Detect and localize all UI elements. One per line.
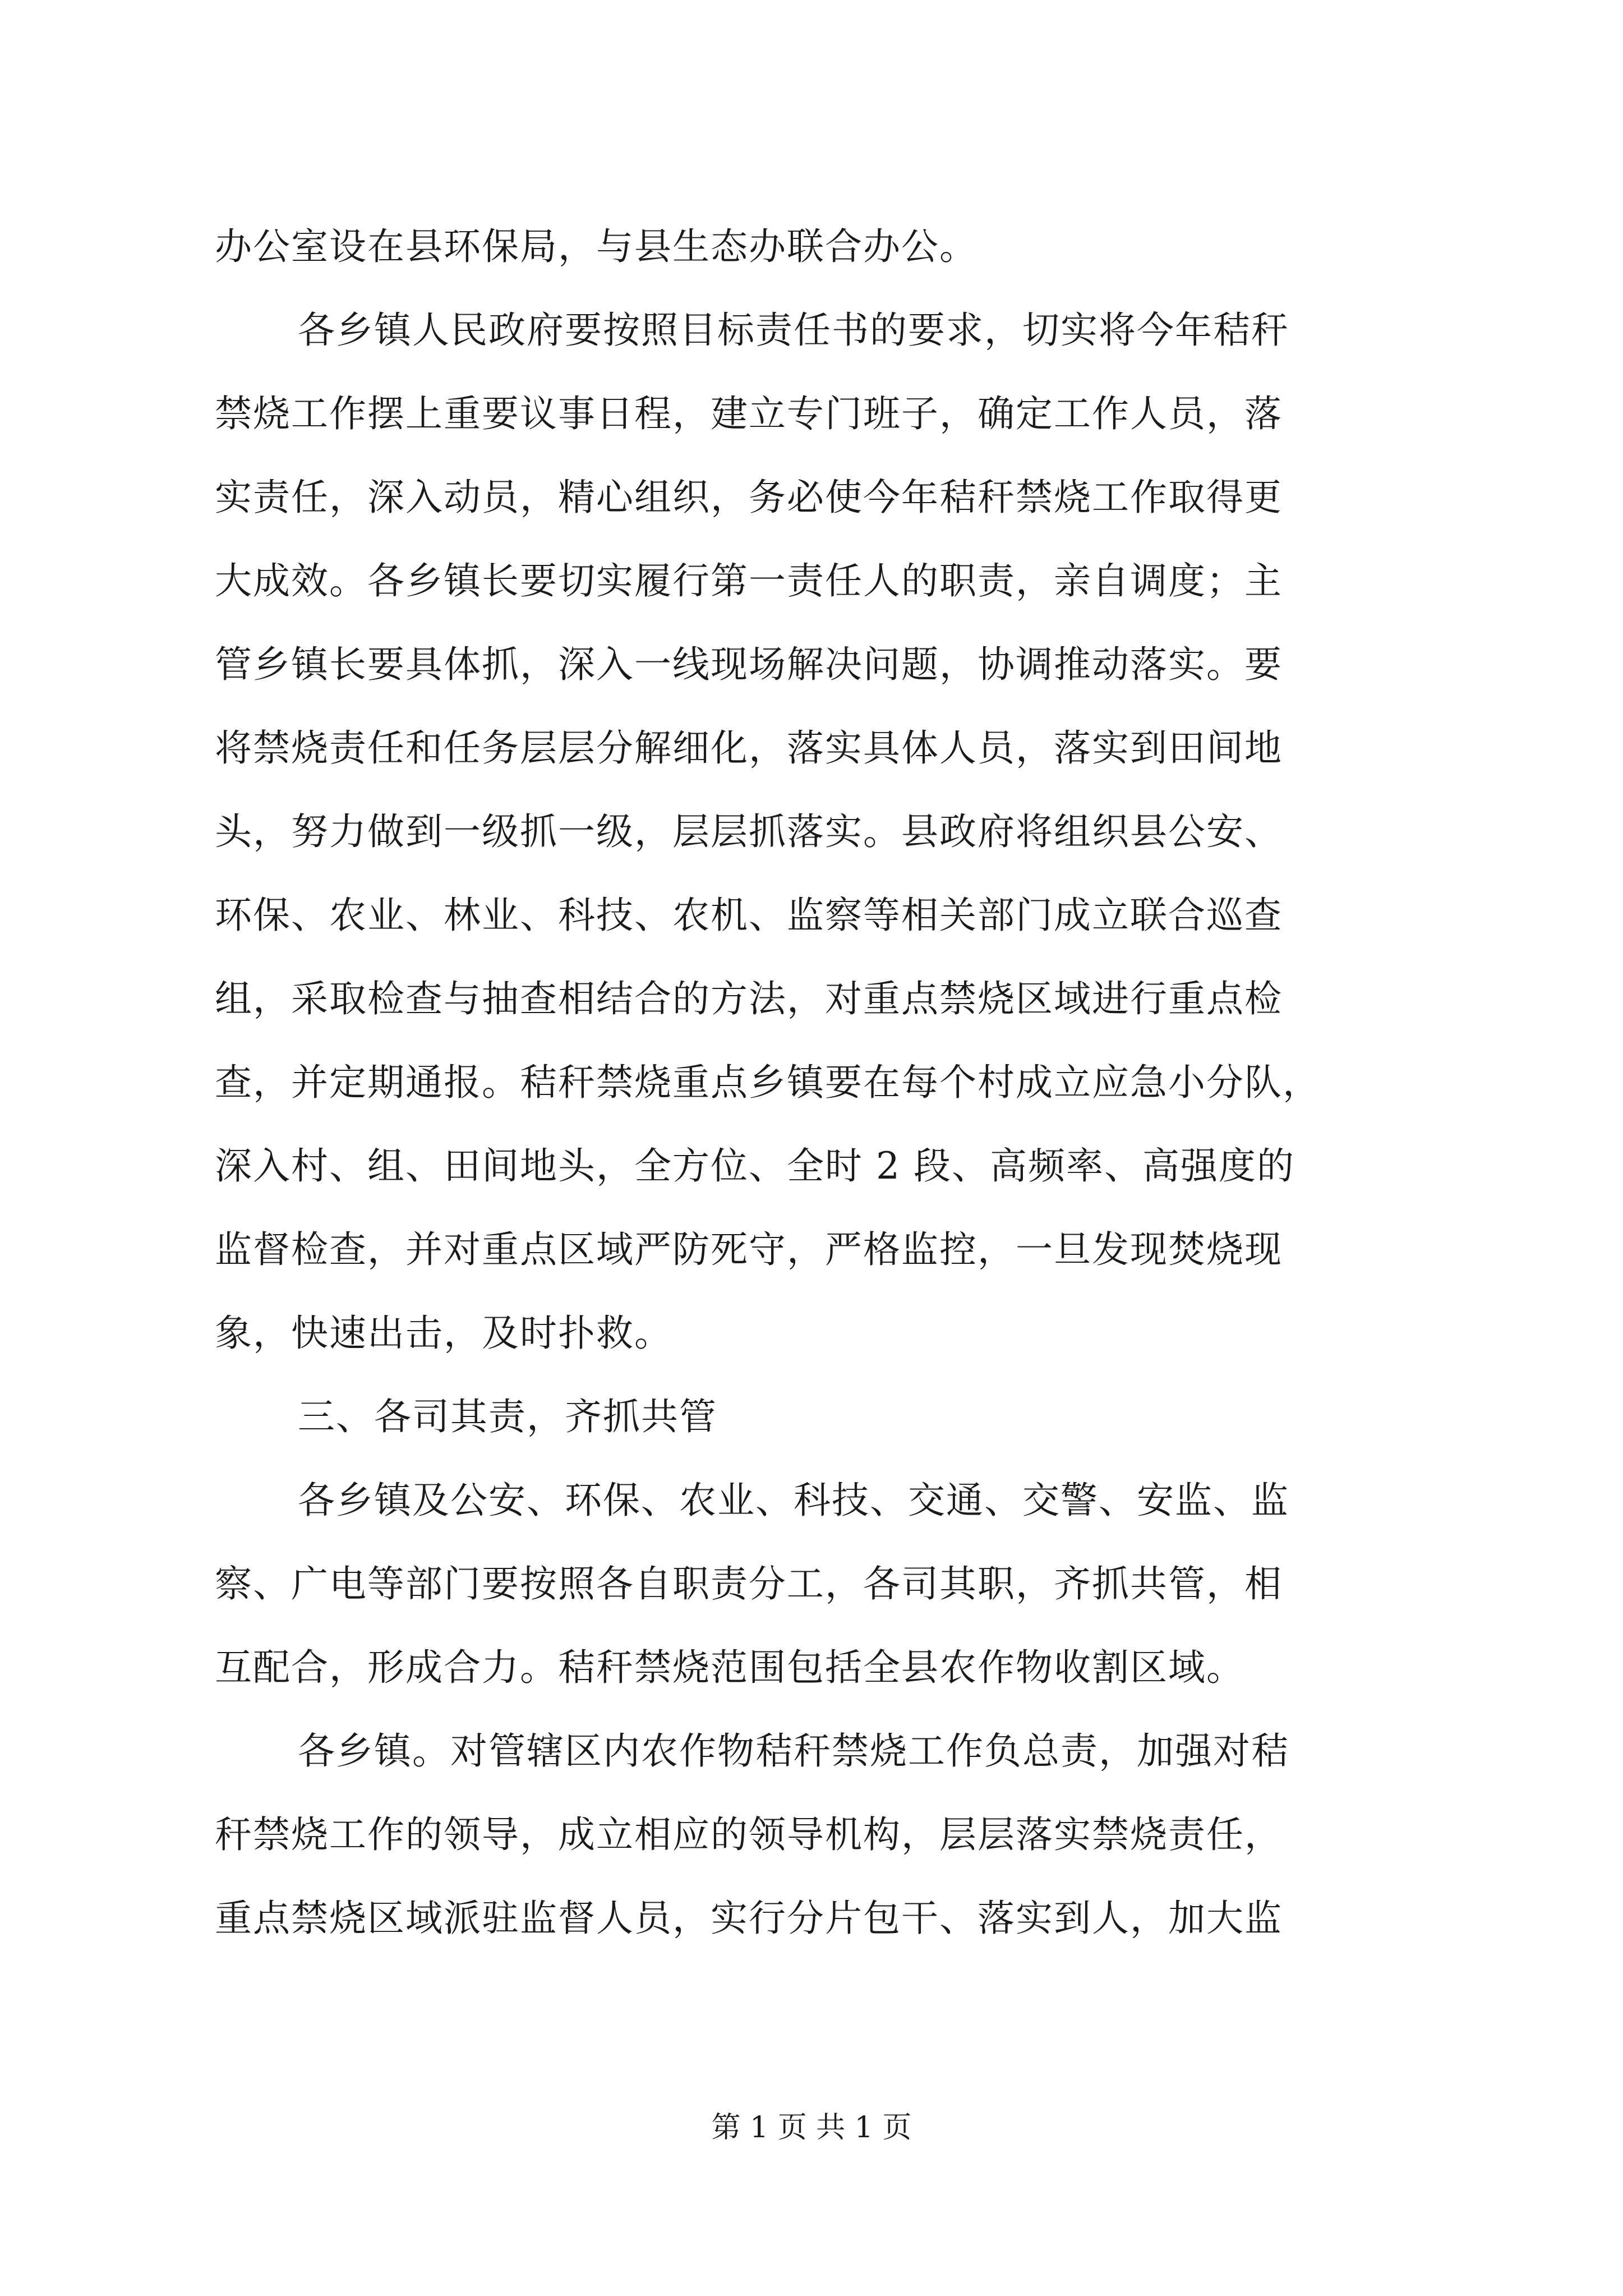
text-line: 禁烧工作摆上重要议事日程，建立专门班子，确定工作人员，落	[215, 392, 1283, 435]
page-footer: 第 1 页 共 1 页	[711, 2111, 912, 2145]
text-line: 环保、农业、林业、科技、农机、监察等相关部门成立联合巡查	[215, 894, 1283, 937]
text-line: 组，采取检查与抽查相结合的方法，对重点禁烧区域进行重点检	[215, 977, 1283, 1020]
text-line: 象，快速出击，及时扑救。	[215, 1312, 672, 1355]
document-body	[215, 205, 1421, 1960]
text-line: 查，并定期通报。秸秆禁烧重点乡镇要在每个村成立应急小分队，	[215, 1061, 1321, 1104]
text-line: 各乡镇人民政府要按照目标责任书的要求，切实将今年秸秆	[298, 309, 1289, 352]
text-line: 各乡镇。对管辖区内农作物秸秆禁烧工作负总责，加强对秸	[298, 1729, 1289, 1773]
text-line: 头，努力做到一级抓一级，层层抓落实。县政府将组织县公安、	[215, 810, 1283, 853]
section-heading: 三、各司其责，齐抓共管	[298, 1395, 717, 1438]
text-line: 重点禁烧区域派驻监督人员，实行分片包干、落实到人，加大监	[215, 1897, 1283, 1940]
text-line: 互配合，形成合力。秸秆禁烧范围包括全县农作物收割区域。	[215, 1646, 1244, 1689]
text-line: 察、广电等部门要按照各自职责分工，各司其职，齐抓共管，相	[215, 1562, 1283, 1605]
text-line: 办公室设在县环保局，与县生态办联合办公。	[215, 225, 978, 268]
text-line: 秆禁烧工作的领导，成立相应的领导机构，层层落实禁烧责任，	[215, 1813, 1283, 1856]
text-line: 各乡镇及公安、环保、农业、科技、交通、交警、安监、监	[298, 1479, 1289, 1522]
text-line: 管乡镇长要具体抓，深入一线现场解决问题，协调推动落实。要	[215, 643, 1283, 686]
text-line: 将禁烧责任和任务层层分解细化，落实具体人员，落实到田间地	[215, 726, 1283, 770]
text-line: 深入村、组、田间地头，全方位、全时 2 段、高频率、高强度的	[215, 1144, 1295, 1188]
text-line: 实责任，深入动员，精心组织，务必使今年秸秆禁烧工作取得更	[215, 476, 1283, 519]
text-line: 大成效。各乡镇长要切实履行第一责任人的职责，亲自调度；主	[215, 559, 1283, 602]
text-line: 监督检查，并对重点区域严防死守，严格监控，一旦发现焚烧现	[215, 1228, 1283, 1271]
